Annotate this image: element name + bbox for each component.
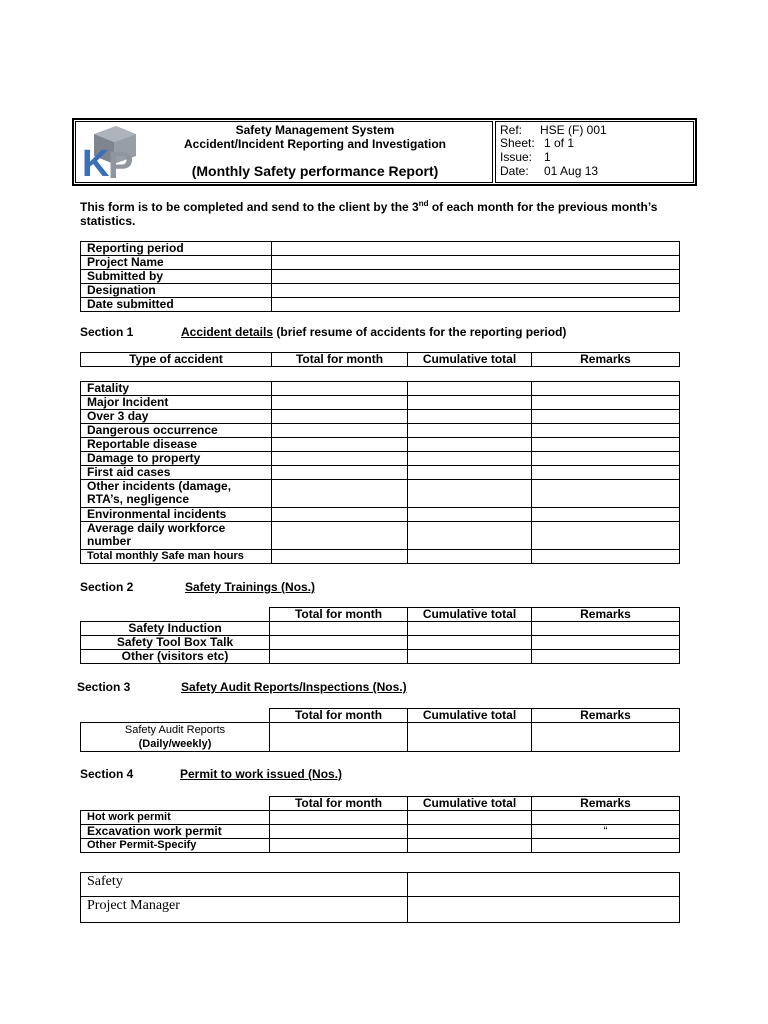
total-cell[interactable] [270, 723, 408, 752]
accident-type: Environmental incidents [81, 508, 272, 522]
audit-table [80, 708, 680, 752]
cumulative-cell[interactable] [408, 522, 532, 550]
form-name: Accident/Incident Reporting and Investigation [183, 137, 447, 151]
total-cell[interactable] [272, 522, 408, 550]
total-cell[interactable] [272, 452, 408, 466]
col-total-header: Total for month [270, 608, 408, 622]
remarks-cell[interactable] [532, 811, 680, 825]
section4-title: Permit to work issued (Nos.) [180, 767, 343, 781]
cumulative-cell[interactable] [408, 723, 532, 752]
section1-label: Section 1 [80, 325, 134, 339]
total-cell[interactable] [272, 396, 408, 410]
permit-type: Hot work permit [81, 811, 270, 825]
section2-title: Safety Trainings (Nos.) [185, 580, 316, 594]
remarks-cell[interactable] [532, 410, 680, 424]
accident-type: Average daily workforce number [81, 522, 272, 550]
remarks-cell[interactable] [532, 382, 680, 396]
section1-title: Accident details (brief resume of accidents for the reporting period) [181, 325, 567, 339]
permit-table [80, 796, 680, 853]
audit-type: Safety Audit Reports (Daily/weekly) [81, 723, 270, 752]
remarks-cell[interactable] [532, 723, 680, 752]
col-remarks-header: Remarks [532, 709, 680, 723]
cumulative-cell[interactable] [408, 508, 532, 522]
cumulative-cell[interactable] [408, 839, 532, 853]
info-value[interactable] [272, 284, 680, 298]
remarks-cell[interactable] [532, 650, 680, 664]
company-logo [80, 124, 146, 180]
total-cell[interactable] [270, 636, 408, 650]
cumulative-cell[interactable] [408, 636, 532, 650]
logo-letter-p: P [108, 145, 134, 180]
signoff-label-pm: Project Manager [81, 897, 408, 923]
cumulative-cell[interactable] [408, 650, 532, 664]
accident-type: Major Incident [81, 396, 272, 410]
accident-type: First aid cases [81, 466, 272, 480]
training-table [80, 607, 680, 664]
date-row: Date: 01 Aug 13 [500, 164, 599, 178]
total-cell[interactable] [270, 622, 408, 636]
blank-header [81, 709, 270, 723]
issue-row: Issue: 1 [500, 150, 551, 164]
signoff-signature[interactable] [408, 873, 680, 897]
permit-type: Excavation work permit [81, 825, 270, 839]
intro-text: This form is to be completed and send to the client by the 3nd of each month for the previous month’s statistics. [80, 199, 658, 228]
total-cell[interactable] [270, 811, 408, 825]
cumulative-cell[interactable] [408, 424, 532, 438]
cumulative-cell[interactable] [408, 480, 532, 508]
remarks-cell[interactable] [532, 452, 680, 466]
info-label: Submitted by [81, 270, 272, 284]
accident-type: Fatality [81, 382, 272, 396]
col-cumulative-header: Cumulative total [408, 709, 532, 723]
total-cell[interactable] [272, 438, 408, 452]
remarks-cell[interactable] [532, 480, 680, 508]
cumulative-cell[interactable] [408, 438, 532, 452]
report-title: (Monthly Safety performance Report) [191, 163, 439, 179]
total-cell[interactable] [270, 839, 408, 853]
col-total-header: Total for month [272, 353, 408, 367]
section4-label: Section 4 [80, 767, 134, 781]
remarks-cell[interactable] [532, 636, 680, 650]
cumulative-cell[interactable] [408, 410, 532, 424]
info-value[interactable] [272, 256, 680, 270]
system-name: Safety Management System [235, 123, 395, 137]
info-label: Project Name [81, 256, 272, 270]
accident-type: Total monthly Safe man hours [81, 550, 272, 564]
accident-type: Reportable disease [81, 438, 272, 452]
total-cell[interactable] [272, 550, 408, 564]
header-title [150, 123, 480, 151]
section3-title: Safety Audit Reports/Inspections (Nos.) [181, 680, 407, 694]
remarks-cell[interactable] [532, 622, 680, 636]
col-remarks-header: Remarks [532, 608, 680, 622]
info-label: Date submitted [81, 298, 272, 312]
info-value[interactable] [272, 242, 680, 256]
total-cell[interactable] [270, 825, 408, 839]
blank-header [81, 797, 270, 811]
total-cell[interactable] [272, 480, 408, 508]
cumulative-cell[interactable] [408, 825, 532, 839]
info-label: Reporting period [81, 242, 272, 256]
training-type: Safety Induction [81, 622, 270, 636]
permit-type: Other Permit-Specify [81, 839, 270, 853]
cumulative-cell[interactable] [408, 622, 532, 636]
sheet-row: Sheet: 1 of 1 [500, 136, 575, 150]
accident-type: Over 3 day [81, 410, 272, 424]
info-value[interactable] [272, 270, 680, 284]
cumulative-cell[interactable] [408, 382, 532, 396]
col-cumulative-header: Cumulative total [408, 797, 532, 811]
remarks-cell[interactable] [532, 508, 680, 522]
signoff-label-safety: Safety [81, 873, 408, 897]
total-cell[interactable] [272, 508, 408, 522]
section2-label: Section 2 [80, 580, 134, 594]
accident-type: Other incidents (damage, RTA’s, negligence [81, 480, 272, 508]
accident-type: Dangerous occurrence [81, 424, 272, 438]
ref-row: Ref: HSE (F) 001 [500, 123, 607, 137]
remarks-cell[interactable]: “ [532, 825, 680, 839]
cumulative-cell[interactable] [408, 452, 532, 466]
total-cell[interactable] [270, 650, 408, 664]
col-type-header: Type of accident [81, 353, 272, 367]
col-total-header: Total for month [270, 709, 408, 723]
signoff-table [80, 872, 680, 923]
training-type: Other (visitors etc) [81, 650, 270, 664]
logo-letter-k: K [82, 143, 110, 180]
accident-type: Damage to property [81, 452, 272, 466]
col-remarks-header: Remarks [532, 353, 680, 367]
remarks-cell[interactable] [532, 438, 680, 452]
col-remarks-header: Remarks [532, 797, 680, 811]
accident-table [80, 381, 680, 564]
total-cell[interactable] [272, 382, 408, 396]
remarks-cell[interactable] [532, 522, 680, 550]
col-total-header: Total for month [270, 797, 408, 811]
report-info-table [80, 241, 680, 312]
remarks-cell[interactable] [532, 424, 680, 438]
cumulative-cell[interactable] [408, 466, 532, 480]
remarks-cell[interactable] [532, 466, 680, 480]
remarks-cell[interactable] [532, 839, 680, 853]
remarks-cell[interactable] [532, 550, 680, 564]
info-label: Designation [81, 284, 272, 298]
training-type: Safety Tool Box Talk [81, 636, 270, 650]
cumulative-cell[interactable] [408, 811, 532, 825]
remarks-cell[interactable] [532, 396, 680, 410]
info-value[interactable] [272, 298, 680, 312]
total-cell[interactable] [272, 466, 408, 480]
cumulative-cell[interactable] [408, 396, 532, 410]
section1-header-table [80, 352, 680, 367]
section3-label: Section 3 [77, 680, 131, 694]
total-cell[interactable] [272, 410, 408, 424]
signoff-signature[interactable] [408, 897, 680, 923]
cumulative-cell[interactable] [408, 550, 532, 564]
blank-header [81, 608, 270, 622]
total-cell[interactable] [272, 424, 408, 438]
col-cumulative-header: Cumulative total [408, 353, 532, 367]
col-cumulative-header: Cumulative total [408, 608, 532, 622]
